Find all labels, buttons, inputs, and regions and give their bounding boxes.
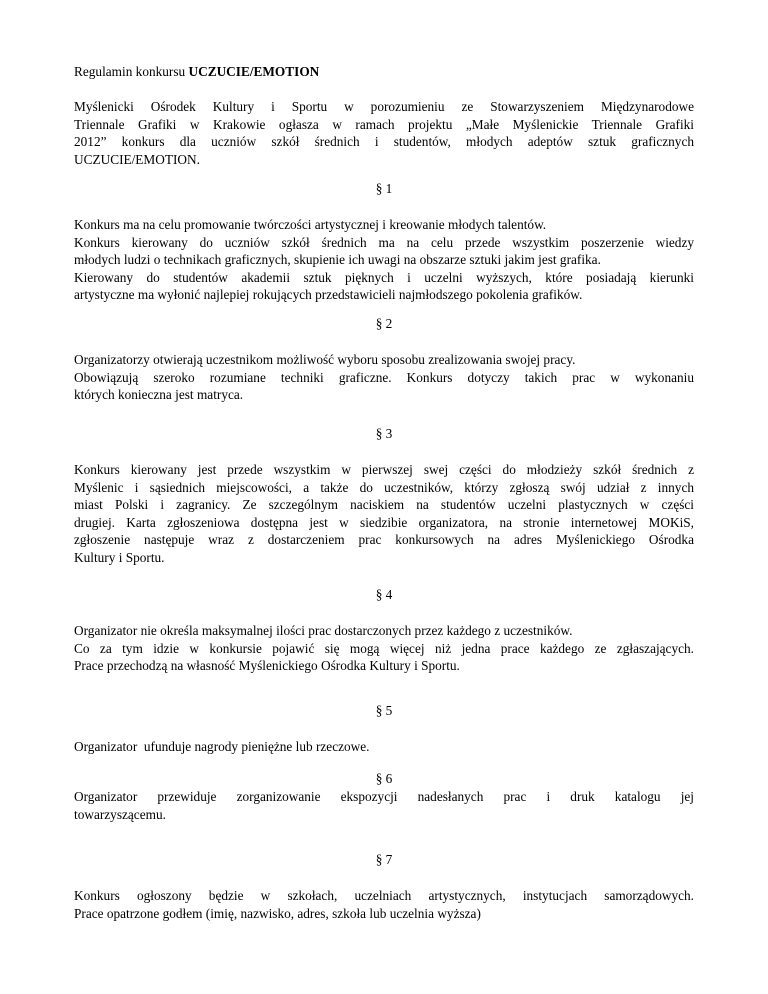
- paragraph-line: Prace przechodzą na własność Myślenickiego Ośrodka Kultury i Sportu.: [74, 658, 460, 674]
- section-7-heading: § 7: [375, 852, 393, 867]
- paragraph-line: Kultury i Sportu.: [74, 549, 165, 565]
- section-6-heading: § 6: [375, 771, 393, 786]
- section-1-body: [74, 216, 694, 304]
- paragraph-line: Myślenicki Ośrodek Kultury i Sportu w porozumieniu ze Stowarzyszeniem Międzynarodowe: [74, 99, 694, 114]
- document-title: [74, 63, 694, 81]
- section-4-heading: § 4: [375, 587, 393, 602]
- paragraph-line: Myślenic i sąsiednich miejscowości, a także do uczestników, którzy zgłoszą swój udział z innych: [74, 479, 694, 495]
- paragraph-line: Organizator nie określa maksymalnej ilości prac dostarczonych przez każdego z uczestników.: [74, 623, 573, 638]
- section-3-body: [74, 461, 694, 567]
- section-5-heading: § 5: [375, 703, 393, 718]
- section-1-heading: § 1: [375, 181, 393, 196]
- paragraph-line: zgłoszenie następuje wraz z dostarczeniem prac konkursowych na adres Myślenickiego Ośrodka: [74, 532, 694, 548]
- title-contest-name: UCZUCIE/EMOTION: [188, 64, 320, 79]
- paragraph-line: Organizator ufunduje nagrody pieniężne lub rzeczowe.: [74, 739, 370, 754]
- paragraph-line: miast Polski i zagranicy. Ze szczególnym naciskiem na studentów uczelni plastycznych w części: [74, 497, 694, 513]
- section-5-body: [74, 738, 694, 756]
- section-4-body: [74, 622, 694, 675]
- section-2-body: [74, 351, 694, 404]
- intro-paragraph: [74, 98, 694, 168]
- title-prefix: Regulamin konkursu: [74, 64, 189, 79]
- paragraph-line: artystyczne ma wyłonić najlepiej rokujących przedstawicieli najmłodszego pokolenia grafików.: [74, 287, 583, 303]
- paragraph-line: Konkurs ogłoszony będzie w szkołach, uczelniach artystycznych, instytucjach samorządowych.: [74, 888, 694, 903]
- section-6-body: [74, 788, 694, 823]
- paragraph-line: 2012” konkurs dla uczniów szkół średnich i studentów, młodych adeptów sztuk graficznych: [74, 134, 694, 150]
- paragraph-line: Konkurs kierowany do uczniów szkół średnich ma na celu przede wszystkim poszerzenie wiedzy: [74, 234, 694, 250]
- paragraph-line: Konkurs kierowany jest przede wszystkim w pierwszej swej części do młodzieży szkół średnich z: [74, 462, 694, 477]
- paragraph-line: UCZUCIE/EMOTION.: [74, 151, 200, 167]
- paragraph-line: Organizatorzy otwierają uczestnikom możliwość wyboru sposobu zrealizowania swojej pracy.: [74, 352, 576, 367]
- paragraph-line: których konieczna jest matryca.: [74, 387, 244, 403]
- paragraph-line: młodych ludzi o technikach graficznych, skupienie ich uwagi na obszarze sztuki jakim jest grafika.: [74, 252, 601, 268]
- paragraph-line: Prace opatrzone godłem (imię, nazwisko, adres, szkoła lub uczelnia wyższa): [74, 905, 481, 921]
- paragraph-line: Konkurs ma na celu promowanie twórczości artystycznej i kreowanie młodych talentów.: [74, 217, 547, 232]
- section-2-heading: § 2: [375, 316, 393, 331]
- paragraph-line: towarzyszącemu.: [74, 806, 166, 822]
- section-3-heading: § 3: [375, 426, 393, 441]
- paragraph-line: Triennale Grafiki w Krakowie ogłasza w ramach projektu „Małe Myślenickie Triennale Grafiki: [74, 116, 694, 132]
- paragraph-line: Organizator przewiduje zorganizowanie ekspozycji nadesłanych prac i druk katalogu jej: [74, 789, 694, 804]
- paragraph-line: Obowiązują szeroko rozumiane techniki graficzne. Konkurs dotyczy takich prac w wykonaniu: [74, 369, 694, 385]
- section-7-body: [74, 887, 694, 922]
- paragraph-line: Kierowany do studentów akademii sztuk pięknych i uczelni wyższych, które posiadają kierunki: [74, 269, 694, 285]
- paragraph-line: drugiej. Karta zgłoszeniowa dostępna jest w siedzibie organizatora, na stronie internetowej MOKiS,: [74, 514, 694, 530]
- paragraph-line: Co za tym idzie w konkursie pojawić się mogą więcej niż jedna prace każdego ze zgłaszających.: [74, 640, 694, 656]
